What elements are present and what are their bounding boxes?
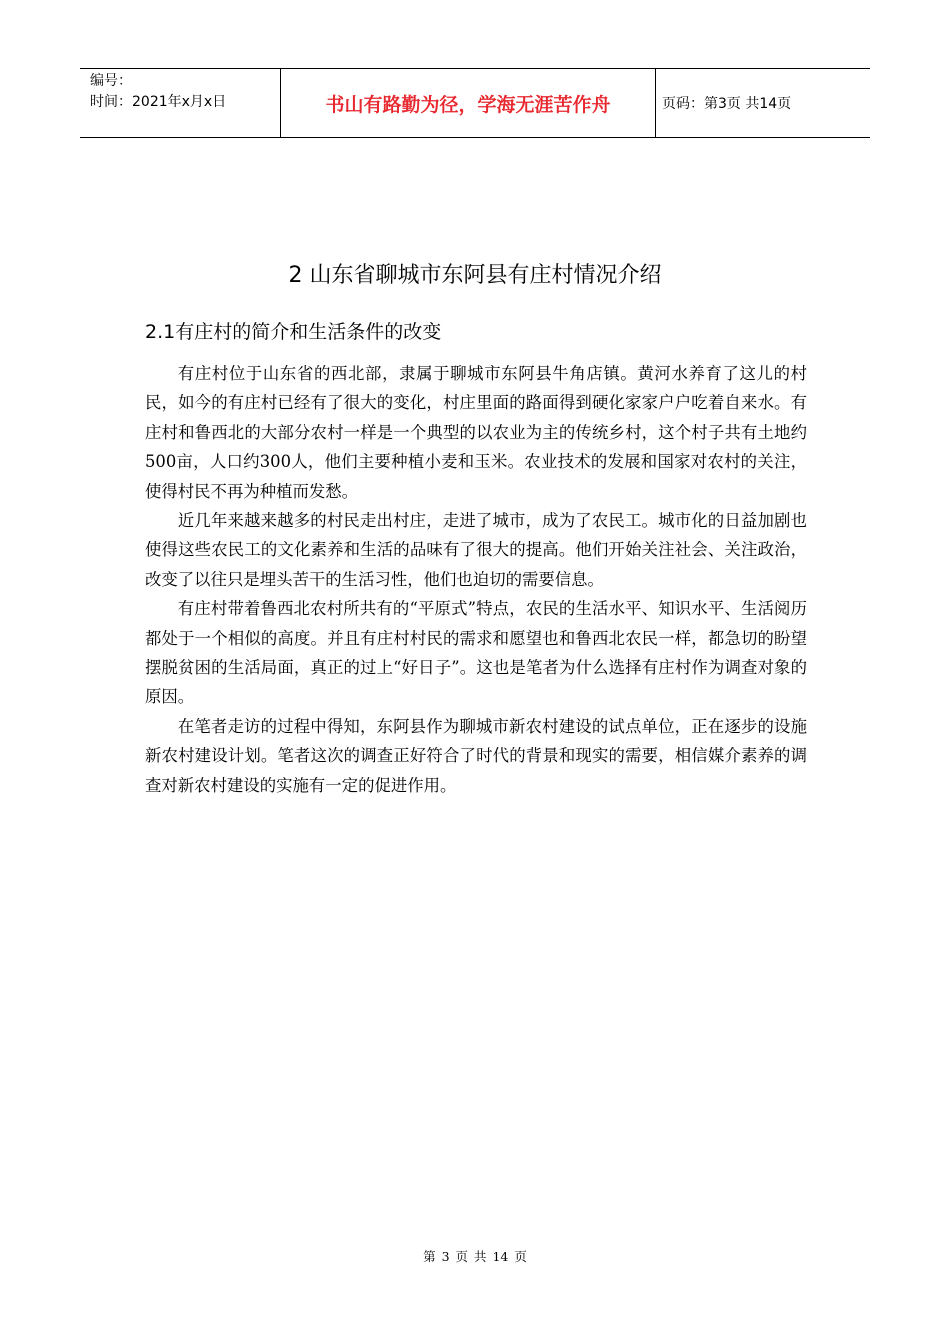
- paragraph: 在笔者走访的过程中得知，东阿县作为聊城市新农村建设的试点单位，正在逐步的设施新农村建设计划。笔者这次的调查正好符合了时代的背景和现实的需要，相信媒介素养的调查对新农村建设的实施有一定的促进作用。: [145, 716, 807, 795]
- time-label: 时间：2021年x月x日: [90, 94, 227, 110]
- paragraph: 有庄村带着鲁西北农村所共有的“平原式”特点，农民的生活水平、知识水平、生活阅历都处于一个相似的高度。并且有庄村村民的需求和愿望也和鲁西北农民一样，都急切的盼望摆脱贫困的生活局面，真正的过上“好日子”。这也是笔者为什么选择有庄村作为调查对象的原因。: [145, 599, 807, 707]
- number-label: 编号：: [90, 73, 132, 89]
- paragraph: 近几年来越来越多的村民走出村庄，走进了城市，成为了农民工。城市化的日益加剧也使得这些农民工的文化素养和生活的品味有了很大的提高。他们开始关注社会、关注政治，改变了以往只是埋头苦干的生活习性，他们也迫切的需要信息。: [145, 511, 807, 589]
- header-motto: 书山有路勤为径，学海无涯苦作舟: [281, 69, 656, 137]
- section-title: 2.1有庄村的简介和生活条件的改变: [145, 321, 442, 343]
- paragraph: 有庄村位于山东省的西北部，隶属于聊城市东阿县牛角店镇。黄河水养育了这儿的村民，如今的有庄村已经有了很大的变化，村庄里面的路面得到硬化家家户户吃着自来水。有庄村和鲁西北的大部分农村一样是一个典型的以农业为主的传统乡村，这个村子共有土地约500亩，人口约300人，他们主要种植小麦和玉米。农业技术的发展和国家对农村的关注，使得村民不再为种植而发愁。: [145, 364, 807, 501]
- header-page-info: 页码：第3页 共14页: [662, 96, 792, 112]
- body-text: [145, 359, 807, 800]
- page-footer: 第 3 页 共 14 页: [423, 1249, 527, 1264]
- chapter-title: 2 山东省聊城市东阿县有庄村情况介绍: [288, 263, 662, 288]
- page-header: [80, 68, 870, 138]
- header-meta: [80, 69, 281, 137]
